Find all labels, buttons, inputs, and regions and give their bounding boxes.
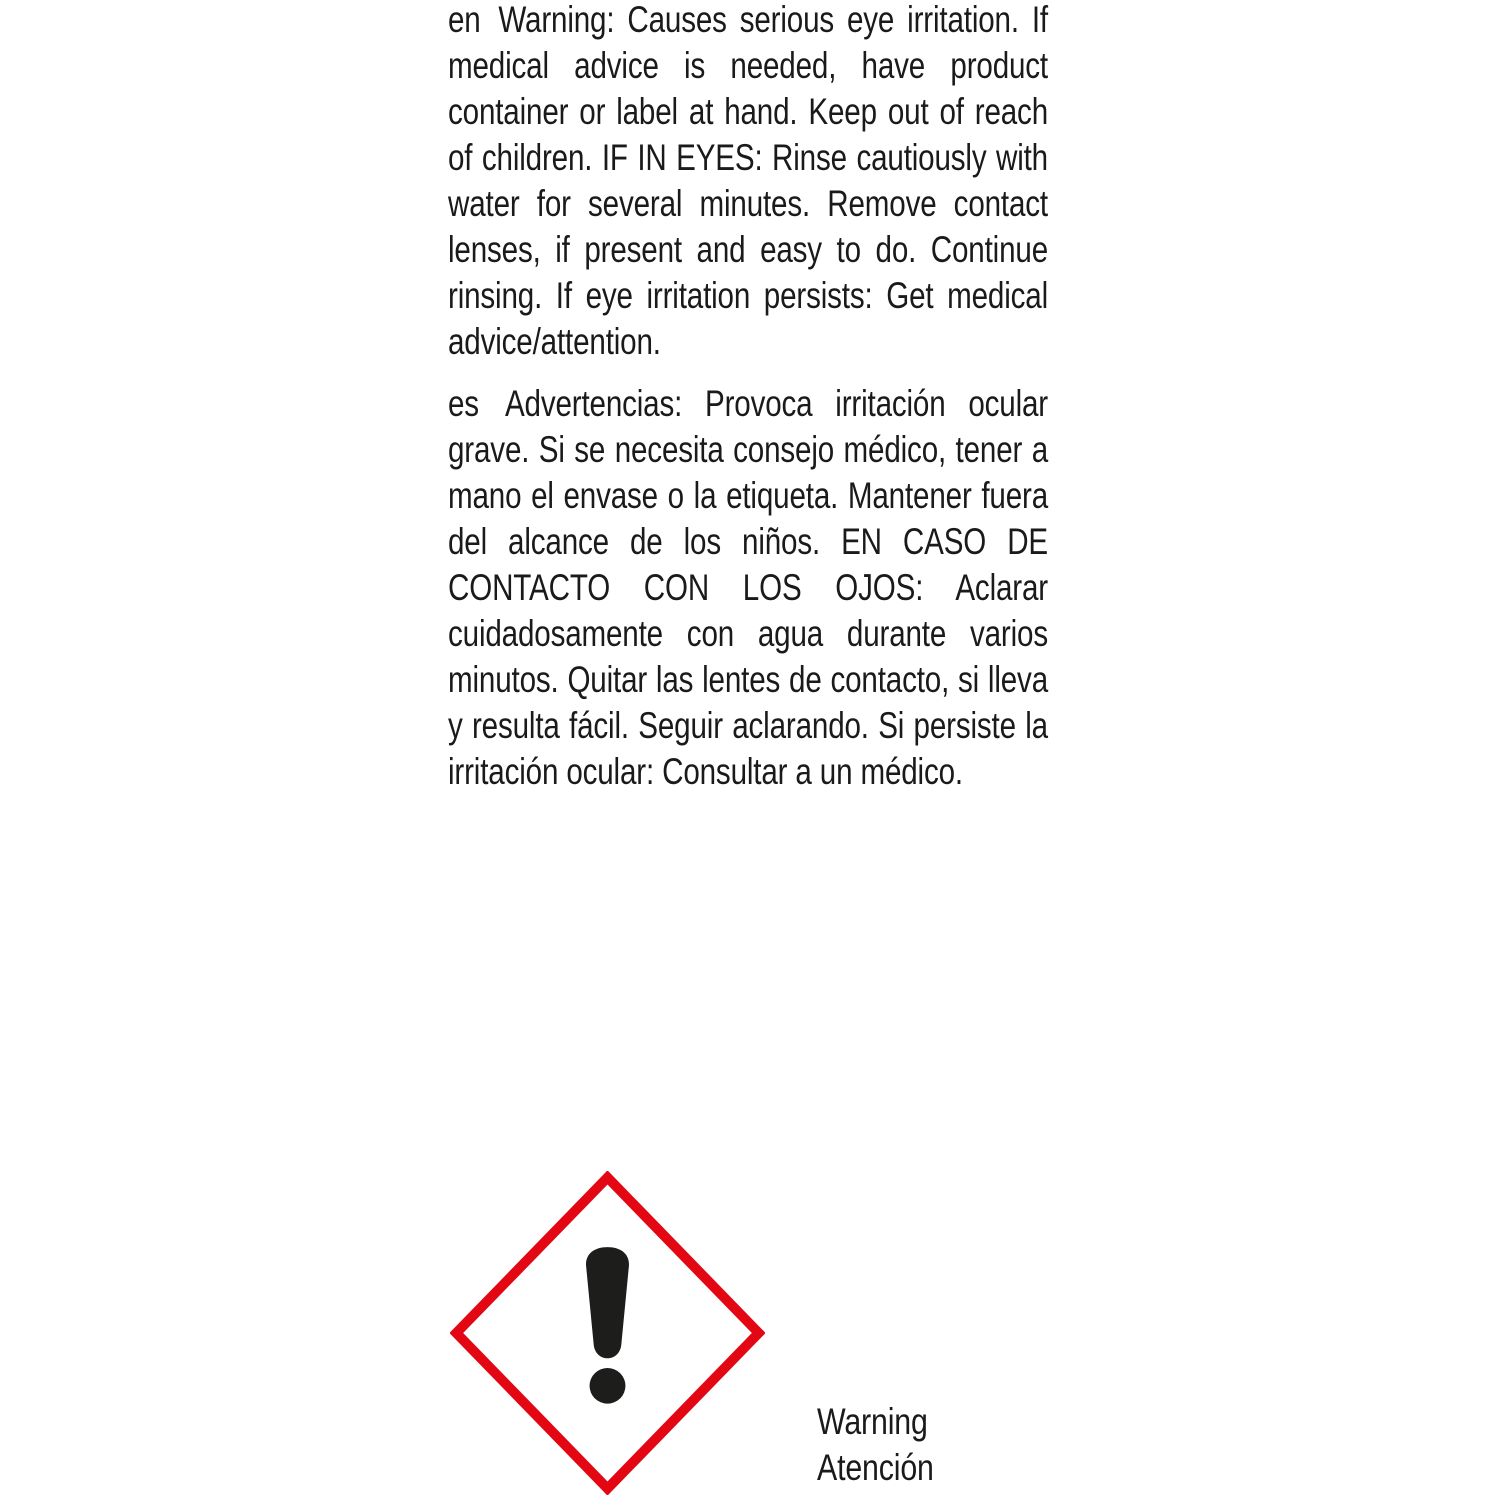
ghs07-pictogram — [450, 1171, 765, 1495]
language-code-es: es — [448, 383, 479, 424]
exclamation-mark-diamond-icon — [450, 1171, 765, 1495]
signal-words — [817, 1399, 934, 1491]
statement-text-es: Advertencias: Provoca irritación ocular grave. Si se necesita consejo médico, tener a mano el envase o la etiqueta. Mantener fuera del alcance de los niños. EN CASO DE CONTACTO CON LOS OJOS: Aclarar cuidadosamente con agua durante varios minutos. Quitar las lentes de contacto, si lleva y resulta fácil. Seguir aclarando. Si persiste la irritación ocular: Consultar a un médico. — [448, 383, 1049, 792]
precautionary-text-en — [448, 0, 1048, 365]
precautionary-text-es — [448, 381, 1048, 795]
signal-word-en: Warning — [817, 1401, 928, 1442]
precautionary-statements — [448, 0, 1048, 811]
language-code-en: en — [448, 0, 481, 40]
statement-text-en: Warning: Causes serious eye irritation. If medical advice is needed, have product container or label at hand. Keep out of reach of children. IF IN EYES: Rinse cautiously with water for several minutes. Remove contact lenses, if present and easy to do. Continue rinsing. If eye irritation persists: Get medical advice/attention. — [448, 0, 1048, 362]
exclamation-dot — [590, 1368, 626, 1404]
signal-word-es: Atención — [817, 1447, 934, 1488]
